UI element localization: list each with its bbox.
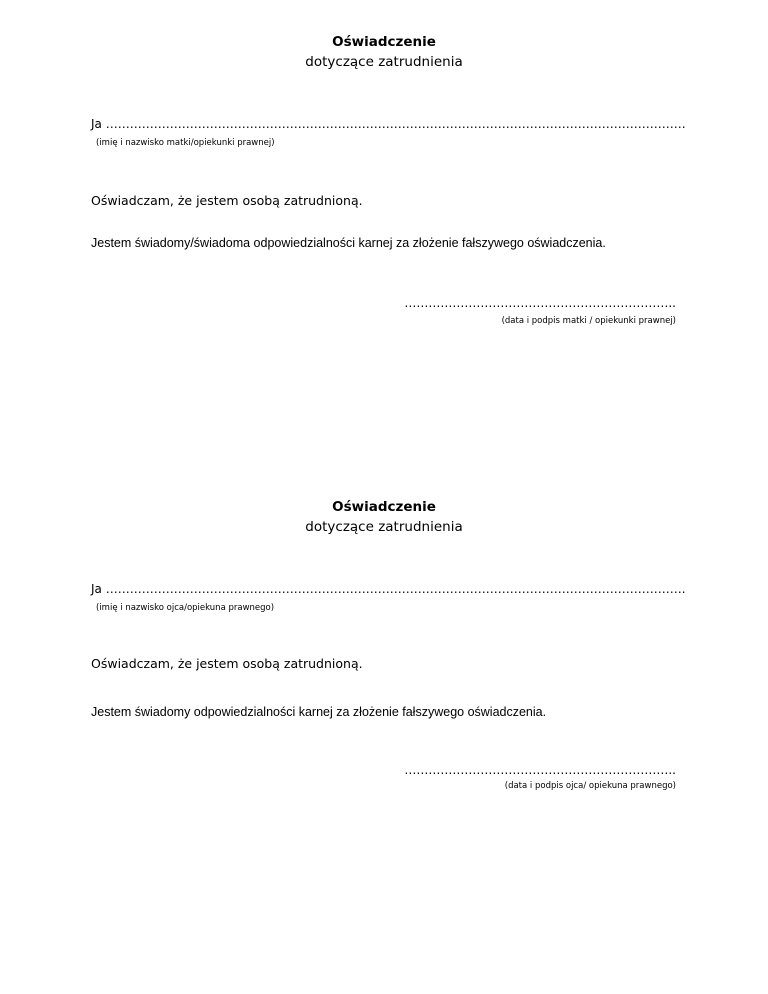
liability-awareness-text: Jestem świadomy odpowiedzialności karnej za złożenie fałszywego oświadczenia. bbox=[91, 705, 547, 719]
signature-caption: (data i podpis ojca/ opiekuna prawnego) bbox=[504, 781, 676, 791]
name-fill-line: Ja ………………………………………………………………………………………………………………………………. bbox=[91, 117, 686, 131]
form-title: Oświadczenie bbox=[332, 499, 436, 515]
name-caption: (imię i nazwisko ojca/opiekuna prawnego) bbox=[96, 603, 275, 613]
employment-statement: Oświadczam, że jestem osobą zatrudnioną. bbox=[91, 656, 363, 671]
signature-fill-line: ………………………………………………………….. bbox=[404, 296, 676, 310]
name-caption: (imię i nazwisko matki/opiekunki prawnej) bbox=[96, 138, 275, 148]
employment-statement: Oświadczam, że jestem osobą zatrudnioną. bbox=[91, 193, 363, 208]
signature-caption: (data i podpis matki / opiekunki prawnej) bbox=[501, 316, 676, 326]
form-subtitle: dotyczące zatrudnienia bbox=[305, 519, 463, 535]
signature-fill-line: ………………………………………………………….. bbox=[404, 763, 676, 777]
liability-awareness-text: Jestem świadomy/świadoma odpowiedzialności karnej za złożenie fałszywego oświadczenia. bbox=[91, 236, 606, 250]
name-fill-line: Ja ………………………………………………………………………………………………………………………………. bbox=[91, 582, 686, 596]
form-subtitle: dotyczące zatrudnienia bbox=[305, 54, 463, 70]
form-title: Oświadczenie bbox=[332, 34, 436, 50]
